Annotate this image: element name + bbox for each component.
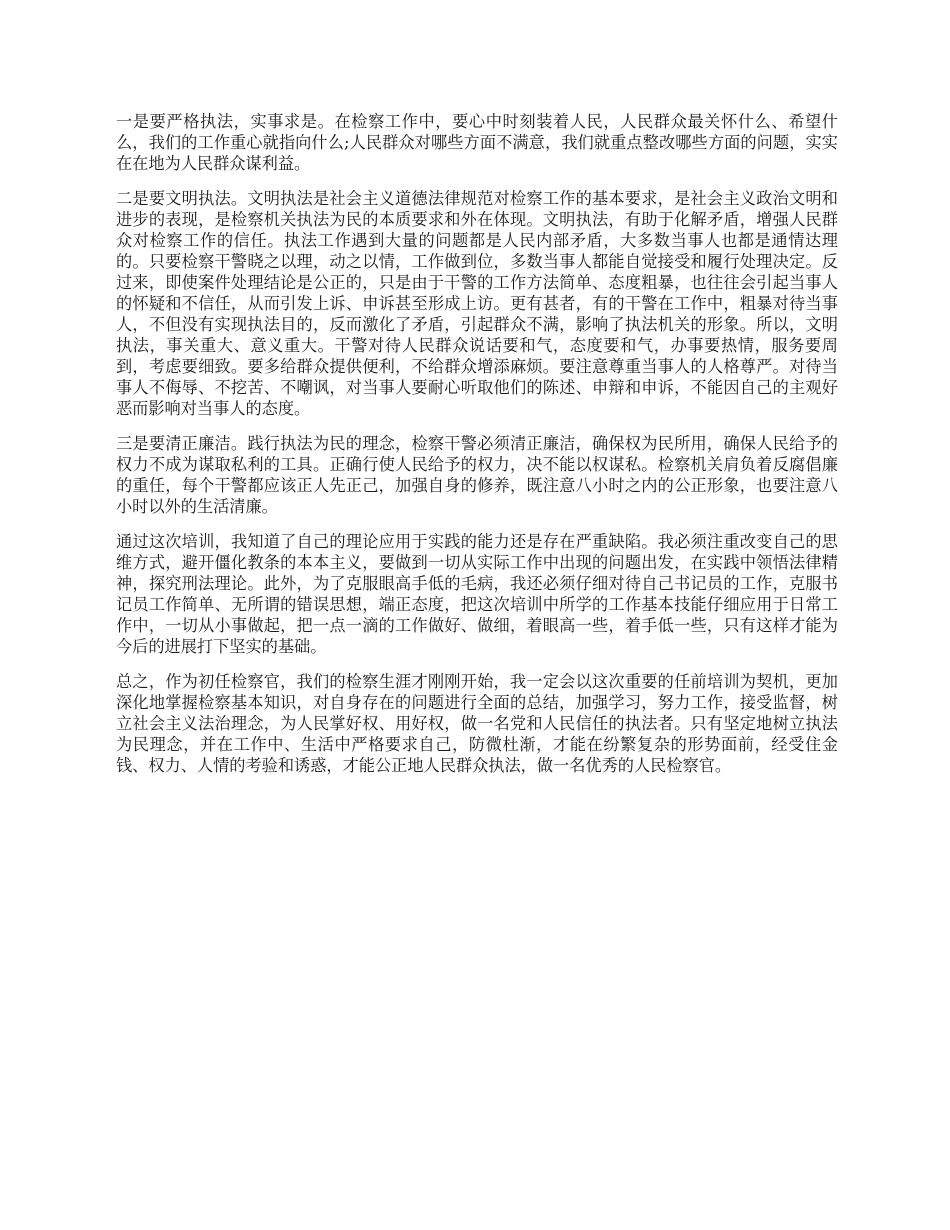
paragraph-conclusion: 总之，作为初任检察官，我们的检察生涯才刚刚开始，我一定会以这次重要的任前培训为契机，更加深化地掌握检察基本知识，对自身存在的问题进行全面的总结，加强学习，努力工作，接受监督，树立社会主义法治理念，为人民掌好权、用好权，做一名党和人民信任的执法者。只有坚定地树立执法为民理念，并在工作中、生活中严格要求自己，防微杜渐，才能在纷繁复杂的形势面前，经受住金 钱、权力、人情的考验和诱惑，才能公正地人民群众执法，做一名优秀的人民检察官。 [116, 672, 838, 775]
paragraph-civilized-enforcement: 二是要文明执法。文明执法是社会主义道德法律规范对检察工作的基本要求，是社会主义政治文明和进步的表现，是检察机关执法为民的本质要求和外在体现。文明执法，有助于化解矛盾，增强人民群众对检察工作的信任。执法工作遇到大量的问题都是人民内部矛盾，大多数当事人也都是通情达理的。只要检察干警晓之以理，动之以情，工作做到位，多数当事人都能自觉接受和履行处理决定。反过来，即使案件处理结论是公正的，只是由于干警的工作方法简单、态度粗暴，也往往会引起当事人的怀疑和不信任，从而引发上诉、申诉甚至形成上访。更有甚者，有的干警在工作中，粗暴对待当事人，不但没有实现执法目的，反而激化了矛盾，引起群众不满，影响了执法机关的形象。所以，文明执法，事关重大、意义重大。干警对待人民群众说话要和气，态度要和气，办事要热情，服务要周到，考虑要细致。要多给群众提供便利，不给群众增添麻烦。要注意尊重当事人的人格尊严。对待当事人不侮辱、不挖苦、不嘲讽，对当事人要耐心听取他们的陈述、申辩和申诉，不能因自己的主观好恶而影响对当事人的态度。 [116, 189, 838, 418]
paragraph-training-reflection: 通过这次培训，我知道了自己的理论应用于实践的能力还是存在严重缺陷。我必须注重改变自己的思维方式，避开僵化教条的本本主义，要做到一切从实际工作中出现的问题出发，在实践中领悟法律精神，探究刑法理论。此外，为了克服眼高手低的毛病，我还必须仔细对待自己书记员的工作，克服书记员工作简单、无所谓的错误思想，端正态度，把这次培训中所学的工作基本技能仔细应用于日常工作中，一切从小事做起，把一点一滴的工作做好、做细，着眼高一些，着手低一些，只有这样才能为今后的进展打下坚实的基础。 [116, 532, 838, 656]
paragraph-integrity: 三是要清正廉洁。践行执法为民的理念，检察干警必须清正廉洁，确保权为民所用，确保人民给予的权力不成为谋取私利的工具。正确行使人民给予的权力，决不能以权谋私。检察机关肩负着反腐倡廉的重任，每个干警都应该正人先正己，加强自身的修养，既注意八小时之内的公正形象，也要注意八小时以外的生活清廉。 [116, 434, 838, 516]
paragraph-strict-enforcement: 一是要严格执法，实事求是。在检察工作中，要心中时刻装着人民，人民群众最关怀什么、希望什么，我们的工作重心就指向什么;人民群众对哪些方面不满意，我们就重点整改哪些方面的问题，实实在在地为人民群众谋利益。 [116, 112, 838, 173]
document-body [116, 111, 838, 790]
